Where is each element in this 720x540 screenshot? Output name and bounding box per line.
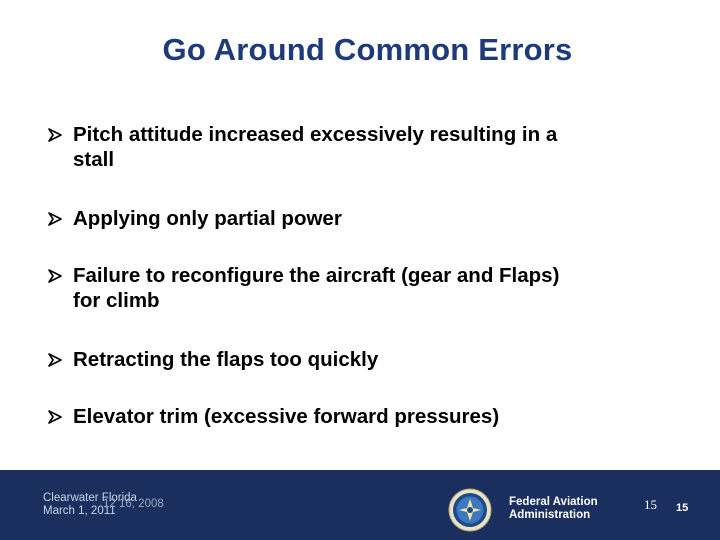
arrow-bullet-icon [48,122,73,172]
bullet-text: Elevator trim (excessive forward pressures) [73,405,500,428]
agency-line-1: Federal Aviation [509,496,598,508]
bullet-text: Retracting the flaps too quickly [73,348,379,371]
arrow-bullet-icon [48,347,73,372]
arrow-bullet-icon [48,404,73,429]
page-number: 15 [644,497,657,512]
bullet-item [48,206,663,231]
bullet-item [48,263,663,313]
footer-overlap-date: 12 16, 2008 [103,498,164,510]
bullet-item [48,347,663,372]
agency-line-2: Administration [509,508,591,521]
bullet-text-continued: for climb [73,289,160,312]
arrow-bullet-icon [48,206,73,231]
bullet-text: Pitch attitude increased excessively resulting in a [73,123,558,146]
bullet-item [48,122,663,172]
slide-title: Go Around Common Errors [162,32,573,67]
footer-date: March 1, 2011 [43,505,116,517]
agency-name [509,496,598,521]
footer-location-date [43,492,164,518]
faa-seal-icon [448,488,492,532]
bullet-text-continued: stall [73,148,115,171]
arrow-bullet-icon [48,263,73,313]
page-number-small: 15 [676,502,689,514]
bullet-text: Failure to reconfigure the aircraft (gear and Flaps) [73,264,560,287]
footer-bar [0,470,720,540]
bullet-item [48,404,663,429]
bullet-text: Applying only partial power [73,207,342,230]
footer-location: Clearwater Florida [43,492,137,504]
